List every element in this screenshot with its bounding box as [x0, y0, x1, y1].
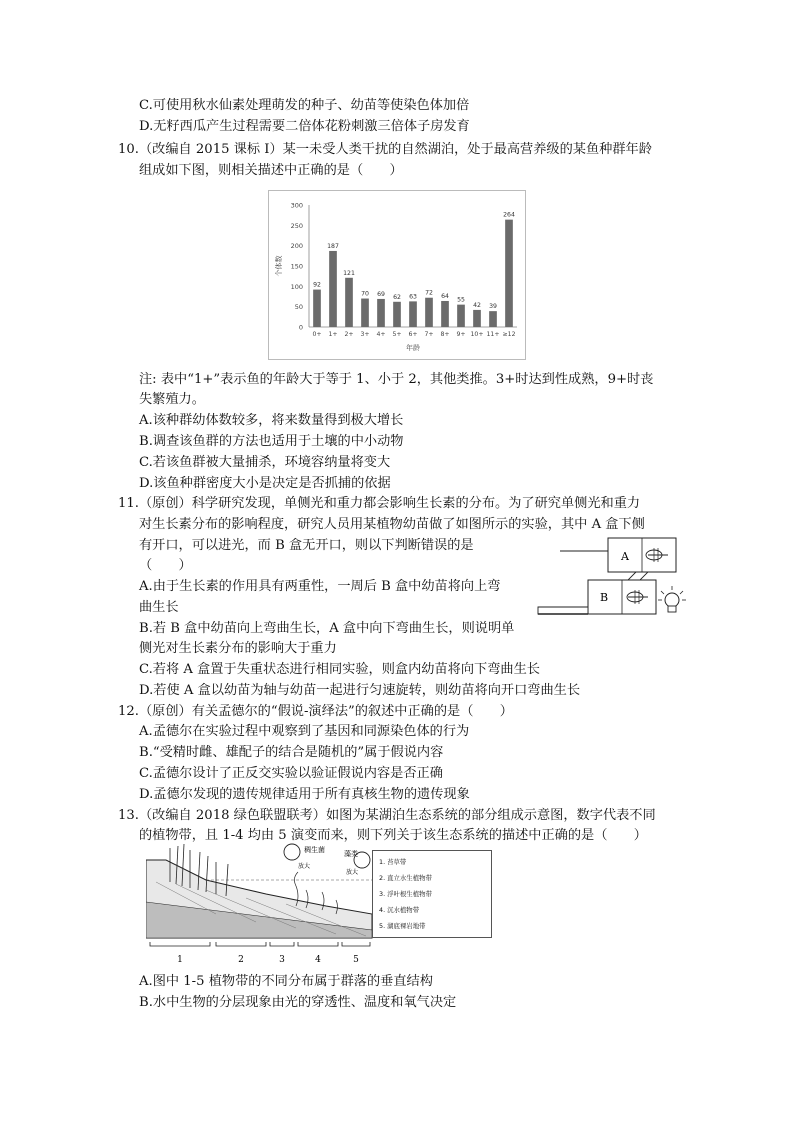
zoom-label-1: 放大 — [298, 863, 311, 870]
zoom-label-2: 放大 — [346, 869, 359, 876]
plankton-zoom-icon — [284, 844, 300, 860]
y-tick-label: 300 — [290, 201, 303, 210]
lake-zone-legend — [372, 850, 492, 938]
q11-option-c: C.若将 A 盒置于失重状态进行相同实验，则盒内幼苗将向下弯曲生长 — [139, 662, 540, 677]
legend-item-3: 3. 浮叶根生植物带 — [379, 890, 432, 898]
q12-option-b: B.“受精时雌、雄配子的结合是随机的”属于假说内容 — [139, 745, 444, 760]
y-tick-label: 200 — [290, 242, 303, 251]
q10-option-c: C.若该鱼群被大量捕杀，环境容纳量将变大 — [139, 455, 391, 470]
x-tick-label: 9+ — [456, 331, 466, 338]
bar — [313, 290, 321, 327]
plankton-label: 稠生菌 — [304, 846, 325, 854]
q13-option-a: A.图中 1-5 植物带的不同分布属于群落的垂直结构 — [139, 974, 433, 989]
x-tick-label: 5+ — [392, 331, 402, 338]
q11-stem-line3: 有开口，可以进光，而 B 盒无开口，则以下判断错误的是 — [139, 538, 474, 553]
q11-option-d: D.若使 A 盒以幼苗为轴与幼苗一起进行匀速旋转，则幼苗将向开口弯曲生长 — [139, 683, 581, 698]
x-tick-label: ≥12 — [502, 331, 516, 338]
bar — [473, 310, 481, 327]
bar-value-label: 69 — [377, 290, 385, 298]
q12-option-c: C.孟德尔设计了正反交实验以验证假说内容是否正确 — [139, 766, 443, 781]
bar — [345, 278, 353, 327]
legend-item-5: 5. 湖底裸岩地带 — [379, 922, 426, 930]
bar — [377, 299, 385, 327]
q11-stem-line4: （ ） — [139, 558, 192, 573]
q13-option-b: B.水中生物的分层现象由光的穿透性、温度和氧气决定 — [139, 995, 457, 1010]
bar-value-label: 72 — [425, 289, 433, 297]
y-tick-label: 50 — [294, 303, 303, 312]
bar-value-label: 64 — [441, 292, 449, 300]
x-tick-label: 10+ — [470, 331, 484, 338]
q13-stem-line2: 的植物带，且 1-4 均由 5 演变而来，则下列关于该生态系统的描述中正确的是（ ） — [139, 828, 647, 843]
legend-item-2: 2. 直立水生植物带 — [379, 874, 432, 882]
x-tick-label: 6+ — [408, 331, 418, 338]
bar — [393, 302, 401, 327]
q11-option-b-line1: B.若 B 盒中幼苗向上弯曲生长，A 盒中向下弯曲生长，则说明单 — [139, 621, 515, 636]
y-tick-label: 0 — [298, 323, 303, 332]
legend-item-4: 4. 沉水植物带 — [379, 906, 420, 914]
q12-stem: 12.（原创）有关孟德尔的“假说-演绎法”的叙述中正确的是（ ） — [118, 704, 513, 719]
q11-option-a-line2: 曲生长 — [139, 600, 179, 615]
age-structure-chart-svg — [269, 191, 525, 359]
bar — [441, 301, 449, 327]
x-tick-label: 7+ — [424, 331, 434, 338]
light-bulb-icon — [658, 586, 686, 612]
q10-note-line1: 注: 表中“1+”表示鱼的年龄大于等于 1、小于 2，其他类推。3+时达到性成熟，9+时丧 — [139, 372, 654, 387]
q10-option-b: B.调查该鱼群的方法也适用于土壤的中小动物 — [139, 434, 404, 449]
y-tick-label: 150 — [290, 262, 303, 271]
zone-braces — [150, 942, 370, 946]
y-tick-label: 250 — [290, 221, 303, 230]
bar — [361, 299, 369, 327]
bar — [457, 305, 465, 327]
bar-value-label: 55 — [457, 296, 465, 304]
q11-option-b-line2: 侧光对生长素分布的影响大于重力 — [139, 641, 337, 656]
bar-value-label: 70 — [361, 290, 369, 298]
algae-label: 藻类 — [344, 850, 358, 858]
bar-value-label: 187 — [327, 242, 339, 250]
x-tick-label: 0+ — [312, 331, 322, 338]
q10-option-d: D.该鱼种群密度大小是决定是否抓捕的依据 — [139, 476, 391, 491]
q10-stem-line1: 10.（改编自 2015 课标 I）某一未受人类干扰的自然湖泊，处于最高营养级的某鱼种群年龄 — [118, 142, 652, 157]
bar-value-label: 121 — [343, 269, 355, 277]
zone-3-label: 3 — [279, 955, 285, 965]
q11-stem-line1: 11.（原创）科学研究发现，单侧光和重力都会影响生长素的分布。为了研究单侧光和重力 — [118, 496, 641, 511]
y-tick-label: 100 — [290, 282, 303, 291]
age-structure-chart — [268, 190, 526, 360]
y-axis-label: 个体数 — [275, 255, 283, 277]
zone-5-label: 5 — [353, 955, 359, 965]
q13-stem-line1: 13.（改编自 2018 绿色联盟联考）如图为某湖泊生态系统的部分组成示意图，数字代表不同 — [118, 808, 656, 823]
x-tick-label: 8+ — [440, 331, 450, 338]
x-tick-label: 2+ — [344, 331, 354, 338]
x-tick-label: 4+ — [376, 331, 386, 338]
bar-value-label: 39 — [489, 303, 497, 311]
box-b-label: B — [599, 591, 609, 604]
bar-value-label: 63 — [409, 293, 417, 301]
zone-4-label: 4 — [315, 955, 321, 965]
q9-option-d: D.无籽西瓜产生过程需要二倍体花粉刺激三倍体子房发育 — [139, 119, 470, 134]
bar — [409, 301, 417, 327]
zone-2-label: 2 — [238, 955, 244, 965]
q10-stem-line2: 组成如下图，则相关描述中正确的是（ ） — [139, 163, 403, 178]
bar-value-label: 264 — [503, 211, 515, 219]
bar-value-label: 42 — [473, 301, 481, 309]
x-tick-label: 1+ — [328, 331, 338, 338]
q10-note-line2: 失繁殖力。 — [139, 392, 205, 407]
x-tick-label: 11+ — [486, 331, 500, 338]
q12-option-d: D.孟德尔发现的遗传规律适用于所有真核生物的遗传现象 — [139, 787, 470, 802]
q11-option-a-line1: A.由于生长素的作用具有两重性，一周后 B 盒中幼苗将向上弯 — [139, 579, 501, 594]
x-axis-label: 年龄 — [406, 344, 420, 352]
bar — [489, 311, 497, 327]
box-a-label: A — [621, 550, 629, 563]
bar — [425, 298, 433, 327]
legend-item-1: 1. 苔草带 — [379, 858, 407, 866]
bar-value-label: 62 — [393, 293, 401, 301]
q9-option-c: C.可使用秋水仙素处理萌发的种子、幼苗等使染色体加倍 — [139, 98, 470, 113]
zone-1-label: 1 — [177, 955, 183, 965]
bar — [505, 220, 513, 327]
bar-value-label: 92 — [313, 281, 321, 289]
phototropism-experiment-figure — [536, 534, 688, 634]
q10-option-a: A.该种群幼体数较多，将来数量得到极大增长 — [139, 413, 404, 428]
bar — [329, 251, 337, 327]
q12-option-a: A.孟德尔在实验过程中观察到了基因和同源染色体的行为 — [139, 724, 470, 739]
q11-stem-line2: 对生长素分布的影响程度，研究人员用某植物幼苗做了如图所示的实验，其中 A 盒下侧 — [139, 517, 645, 532]
x-tick-label: 3+ — [360, 331, 370, 338]
